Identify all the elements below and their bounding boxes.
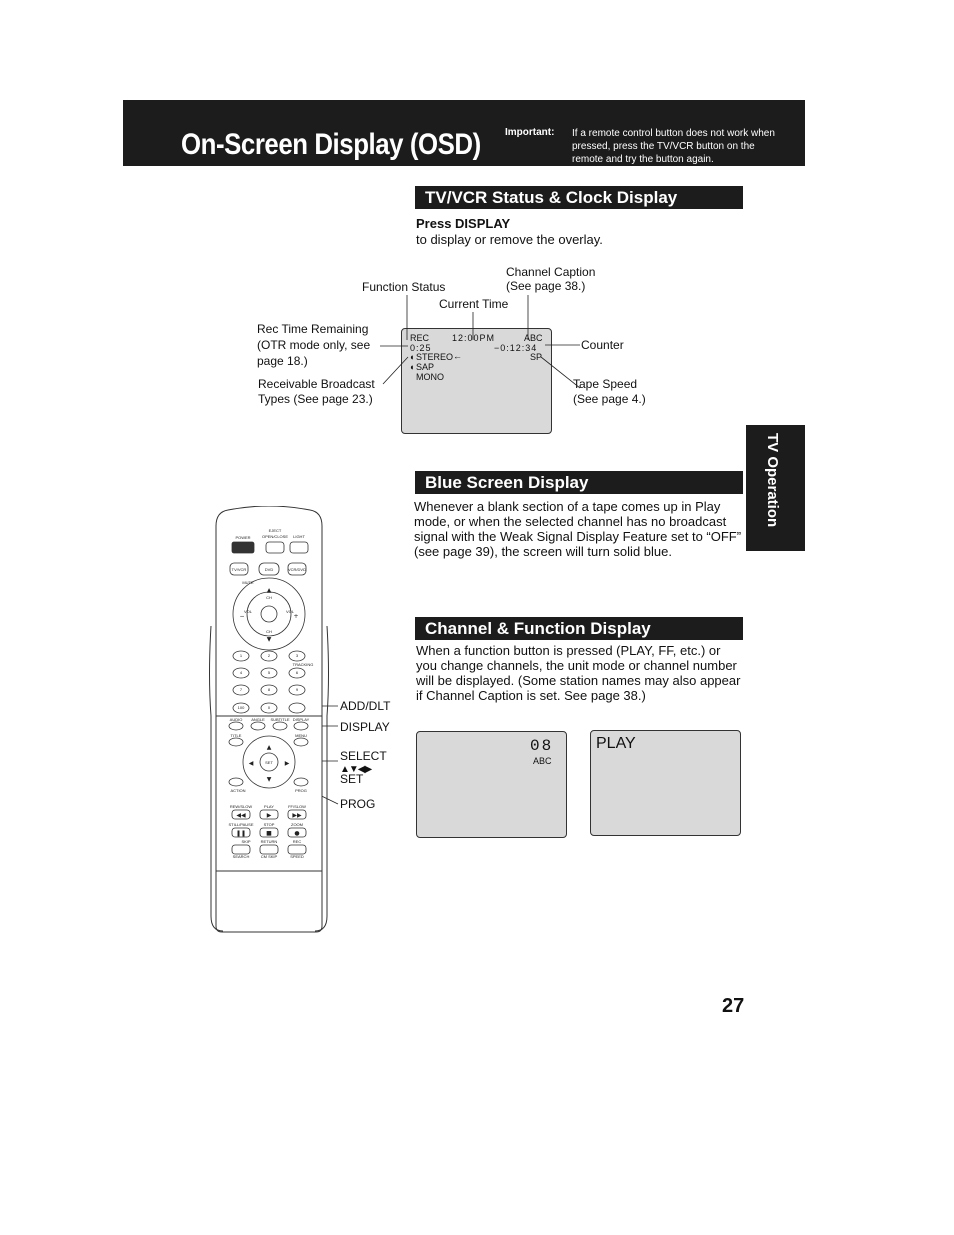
instruction-bold: Press DISPLAY	[416, 216, 511, 231]
remote-search-label: SEARCH	[232, 854, 250, 859]
remote-dvd-label: DVD	[264, 567, 274, 572]
remote-key-5: 5	[267, 670, 271, 675]
remote-still-label: STILL/PAUSE	[228, 822, 254, 827]
blue-screen-text: Whenever a blank section of a tape comes up in Play mode, or when the selected channel has no broadcast signal with the Weak Signal Display Feature set to “OFF” (see page 39), the screen will turn solid blue.	[414, 499, 742, 559]
remote-vcr-dvd-label: VCR/DVD	[287, 567, 307, 572]
remote-audio-label: AUDIO	[229, 717, 243, 722]
minus-icon: −	[239, 613, 245, 620]
stop-icon: ■	[266, 830, 272, 837]
osd-counter: −0:12:34	[494, 343, 538, 353]
callout-prog: PROG	[340, 797, 376, 811]
remote-power-label: POWER	[235, 535, 251, 540]
remote-vol-right-label: VOL	[285, 609, 295, 614]
remote-open-close-label: OPEN/CLOSE	[261, 534, 289, 539]
remote-angle-label: ANGLE	[251, 717, 265, 722]
right-arrow-icon: ▶	[284, 760, 290, 767]
remote-key-100: 100	[237, 705, 245, 710]
down-arrow-icon: ▼	[266, 636, 272, 643]
remote-key-0: 0	[267, 705, 271, 710]
osd-speed: SP	[530, 352, 543, 362]
remote-rew-label: REW/SLOW	[229, 804, 253, 809]
important-note: If a remote control button does not work when pressed, press the TV/VCR button on the remote and try the button again.	[572, 128, 775, 165]
up-arrow-icon: ▲	[266, 744, 272, 751]
section-heading-status: TV/VCR Status & Clock Display	[415, 186, 743, 209]
speaker-icon: ◖	[409, 352, 415, 362]
osd-caption: ABC	[524, 333, 543, 343]
remote-action-label: ACTION	[230, 788, 246, 793]
section-heading-blue: Blue Screen Display	[415, 471, 743, 494]
page-number: 27	[722, 995, 745, 1017]
remote-ch-up-label: CH	[266, 595, 272, 600]
remote-title-label: TITLE	[230, 733, 242, 738]
remote-light-label: LIGHT	[293, 534, 305, 539]
remote-set-label: SET	[265, 760, 273, 765]
remote-stop-label: STOP	[263, 822, 275, 827]
label-tape-speed-2: (See page 4.)	[573, 392, 646, 406]
rewind-icon: ◀◀	[236, 812, 246, 819]
label-receivable-1: Receivable Broadcast	[258, 377, 375, 391]
remote-ff-label: FF/SLOW	[288, 804, 306, 809]
record-icon: ●	[294, 830, 300, 837]
label-channel-caption-2: (See page 38.)	[506, 279, 586, 293]
osd-channel-number: 08	[530, 737, 554, 755]
remote-key-3: 3	[295, 653, 299, 658]
callout-set: SET	[340, 772, 364, 786]
play-icon: ▶	[266, 812, 272, 819]
callout-arrows: ▲▼◀▶	[340, 764, 372, 775]
channel-function-text: When a function button is pressed (PLAY, FF, etc.) or you change channels, the unit mode or channel number will be displayed. (Some station names may also appear if Channel Caption is set. See page 38.)	[416, 643, 741, 703]
callout-select: SELECT	[340, 749, 387, 763]
osd-stereo: STEREO	[416, 352, 454, 362]
remote-rec-label: REC	[292, 839, 302, 844]
remote-menu-label: MENU	[295, 733, 307, 738]
speaker-icon: ◖	[409, 362, 415, 372]
label-channel-caption-1: Channel Caption	[506, 265, 596, 279]
up-arrow-icon: ▲	[266, 587, 272, 594]
osd-time: 12:00PM	[452, 333, 496, 343]
remote-return-label: RETURN	[260, 839, 278, 844]
page-title: On-Screen Display (OSD)	[181, 128, 481, 161]
remote-mute-label: MUTE	[242, 580, 254, 585]
label-tape-speed-1: Tape Speed	[573, 377, 638, 391]
remote-speed-label: SPEED	[290, 854, 304, 859]
instruction-text: to display or remove the overlay.	[416, 232, 603, 247]
remote-ch-down-label: CH	[266, 629, 272, 634]
osd-rec-remaining: 0:25	[410, 343, 432, 353]
arrow-left-icon: ←	[453, 351, 462, 361]
remote-key-2: 2	[267, 653, 271, 658]
remote-vol-left-label: VOL	[243, 609, 253, 614]
label-receivable-2: Types (See page 23.)	[258, 392, 373, 406]
important-label: Important:	[505, 127, 555, 138]
osd-play-text: PLAY	[596, 735, 636, 752]
remote-eject-label: EJECT	[268, 528, 282, 533]
label-counter: Counter	[581, 338, 624, 352]
remote-display-label: DISPLAY	[292, 717, 310, 722]
remote-zoom-label: ZOOM	[291, 822, 303, 827]
remote-key-1: 1	[239, 653, 243, 658]
osd-mono: MONO	[416, 372, 444, 382]
pause-icon: ❚❚	[235, 830, 247, 837]
callout-display: DISPLAY	[340, 720, 390, 734]
remote-cm-skip-label: CM SKIP	[260, 854, 278, 859]
section-heading-channel: Channel & Function Display	[415, 617, 743, 640]
remote-play-label: PLAY	[264, 804, 274, 809]
label-rec-time-2: (OTR mode only, see	[257, 338, 371, 352]
remote-key-8: 8	[267, 687, 271, 692]
side-tab-label: TV Operation	[764, 433, 781, 528]
osd-sap: SAP	[416, 362, 435, 372]
remote-subtitle-label: SUBTITLE	[270, 717, 290, 722]
remote-key-4: 4	[239, 670, 243, 675]
label-rec-time-3: page 18.)	[257, 354, 308, 368]
remote-key-9: 9	[295, 687, 299, 692]
osd-rec: REC	[410, 333, 430, 343]
remote-skip-label: SKIP	[241, 839, 251, 844]
remote-tv-vcr-label: TV/VCR	[231, 567, 247, 572]
remote-control	[208, 506, 330, 936]
plus-icon: +	[293, 613, 299, 620]
remote-key-6: 6	[295, 670, 299, 675]
osd-channel-caption: ABC	[533, 756, 552, 766]
down-arrow-icon: ▼	[266, 776, 272, 783]
left-arrow-icon: ◀	[248, 760, 254, 767]
label-current-time: Current Time	[439, 297, 509, 311]
remote-prog-label: PROG	[295, 788, 307, 793]
label-function-status: Function Status	[362, 280, 446, 294]
remote-tracking-label: TRACKING	[292, 662, 314, 667]
callout-add-dlt: ADD/DLT	[340, 699, 391, 713]
label-rec-time-1: Rec Time Remaining	[257, 322, 369, 336]
fast-forward-icon: ▶▶	[292, 812, 302, 819]
remote-key-7: 7	[239, 687, 243, 692]
